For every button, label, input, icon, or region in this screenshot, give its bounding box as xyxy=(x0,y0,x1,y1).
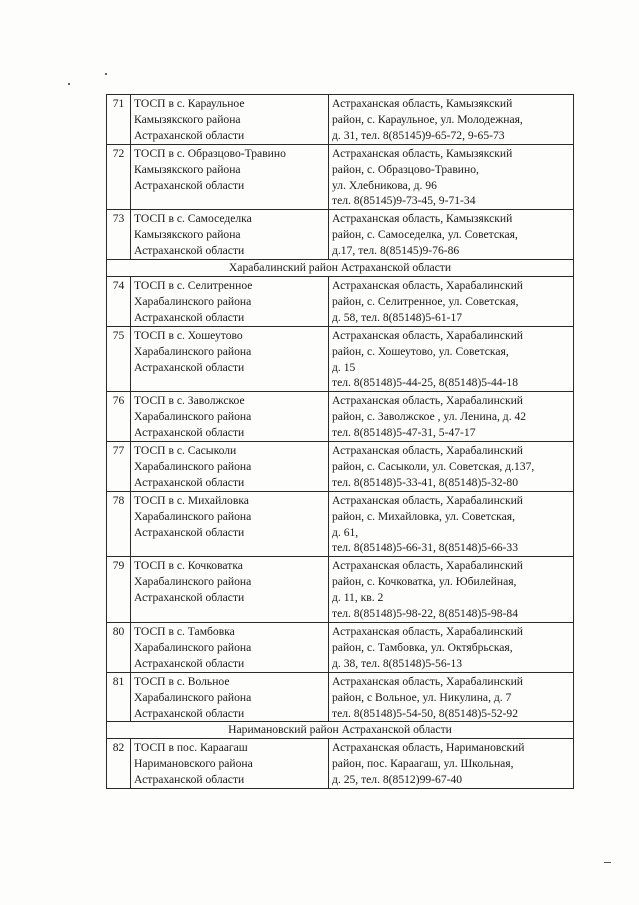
organization-name xyxy=(131,557,329,623)
address-line: д. 38, тел. 8(85148)5-56-13 xyxy=(332,656,463,670)
name-line: Астраханской области xyxy=(134,706,245,720)
address-line: Астраханская область, Наримановский xyxy=(332,741,525,755)
table-row xyxy=(107,392,574,442)
row-number: 82 xyxy=(107,739,131,789)
name-line: ТОСП в с. Вольное xyxy=(134,674,230,688)
scan-speck xyxy=(105,73,107,75)
address-line: район, с. Караульное, ул. Молодежная, xyxy=(332,112,523,126)
address-line: Астраханская область, Харабалинский xyxy=(332,625,523,638)
address-line: д. 25, тел. 8(8512)99-67-40 xyxy=(332,773,463,787)
address-line: ул. Хлебникова, д. 96 xyxy=(332,178,437,192)
address-line: Астраханская область, Харабалинский xyxy=(332,674,523,688)
name-line: ТОСП в с. Кочковатка xyxy=(134,559,243,573)
address-line: район, с. Михайловка, ул. Советская, xyxy=(332,509,515,523)
name-line: Харабалинского района xyxy=(134,509,252,523)
name-line: Астраханской области xyxy=(134,310,245,324)
organization-name xyxy=(131,623,329,673)
name-line: ТОСП в с. Самоседелка xyxy=(134,212,252,226)
address-line: д. 58, тел. 8(85148)5-61-17 xyxy=(332,310,463,324)
organization-name xyxy=(131,210,329,260)
section-row xyxy=(107,722,574,739)
row-number: 74 xyxy=(107,276,131,326)
name-line: Харабалинского района xyxy=(134,294,252,308)
address-line: д. 31, тел. 8(85145)9-65-72, 9-65-73 xyxy=(332,128,505,142)
address-line: район, пос. Караагаш, ул. Школьная, xyxy=(332,757,514,771)
table-row xyxy=(107,442,574,492)
organization-address xyxy=(329,442,574,492)
row-number: 71 xyxy=(107,95,131,145)
organization-name xyxy=(131,95,329,145)
address-line: тел. 8(85148)5-44-25, 8(85148)5-44-18 xyxy=(332,376,519,390)
organization-address xyxy=(329,144,574,210)
address-line: д. 15 xyxy=(332,360,356,374)
address-line: Астраханская область, Камызякский xyxy=(332,97,513,110)
table-row xyxy=(107,557,574,623)
address-line: Астраханская область, Харабалинский xyxy=(332,328,523,342)
address-line: Астраханская область, Харабалинский xyxy=(332,444,523,458)
name-line: Астраханской области xyxy=(134,656,245,670)
name-line: Харабалинского района xyxy=(134,640,252,654)
table-row xyxy=(107,326,574,392)
scan-mark xyxy=(604,862,611,863)
row-number: 80 xyxy=(107,623,131,673)
organization-name xyxy=(131,392,329,442)
organization-address xyxy=(329,672,574,722)
name-line: Камызякского района xyxy=(134,228,241,242)
address-line: район, с. Селитренное, ул. Советская, xyxy=(332,294,519,308)
organization-name xyxy=(131,739,329,789)
name-line: ТОСП в с. Караульное xyxy=(134,97,245,110)
name-line: Астраханской области xyxy=(134,128,245,142)
name-line: Астраханской области xyxy=(134,475,245,489)
row-number: 72 xyxy=(107,144,131,210)
address-line: Астраханская область, Харабалинский xyxy=(332,394,523,408)
table-row xyxy=(107,623,574,673)
address-line: район, с Вольное, ул. Никулина, д. 7 xyxy=(332,690,512,704)
name-line: Астраханской области xyxy=(134,426,245,440)
scan-speck xyxy=(68,83,70,85)
name-line: Камызякского района xyxy=(134,112,241,126)
organization-name xyxy=(131,276,329,326)
name-line: Астраханской области xyxy=(134,360,245,374)
name-line: ТОСП в с. Хошеутово xyxy=(134,328,243,342)
table-row xyxy=(107,491,574,557)
name-line: ТОСП в с. Сасыколи xyxy=(134,444,237,458)
row-number: 78 xyxy=(107,491,131,557)
name-line: ТОСП в с. Тамбовка xyxy=(134,625,235,638)
section-title: Харабалинский район Астраханской области xyxy=(107,260,574,277)
name-line: Харабалинского района xyxy=(134,344,252,358)
address-line: район, с. Заволжское , ул. Ленина, д. 42 xyxy=(332,410,527,424)
name-line: Камызякского района xyxy=(134,162,241,176)
row-number: 76 xyxy=(107,392,131,442)
row-number: 75 xyxy=(107,326,131,392)
table-row xyxy=(107,739,574,789)
address-line: Астраханская область, Камызякский xyxy=(332,212,513,226)
name-line: ТОСП в с. Михайловка xyxy=(134,493,249,507)
table-row xyxy=(107,95,574,145)
organization-address xyxy=(329,557,574,623)
organization-address xyxy=(329,326,574,392)
name-line: ТОСП в пос. Караагаш xyxy=(134,741,248,755)
address-line: район, с. Кочковатка, ул. Юбилейная, xyxy=(332,575,517,589)
address-line: Астраханская область, Харабалинский xyxy=(332,493,523,507)
address-line: район, с. Тамбовка, ул. Октябрьская, xyxy=(332,640,513,654)
name-line: Астраханской области xyxy=(134,773,245,787)
name-line: Астраханской области xyxy=(134,525,245,539)
name-line: Наримановского района xyxy=(134,757,253,771)
table-row xyxy=(107,144,574,210)
name-line: Астраханской области xyxy=(134,178,245,192)
organization-address xyxy=(329,739,574,789)
organization-address xyxy=(329,392,574,442)
row-number: 81 xyxy=(107,672,131,722)
organizations-table xyxy=(106,94,574,789)
address-line: район, с. Образцово-Травино, xyxy=(332,162,479,176)
organization-name xyxy=(131,442,329,492)
name-line: Харабалинского района xyxy=(134,410,252,424)
address-line: д. 61, xyxy=(332,525,359,539)
address-line: д.17, тел. 8(85145)9-76-86 xyxy=(332,244,460,258)
address-line: Астраханская область, Харабалинский xyxy=(332,278,523,292)
address-line: д. 11, кв. 2 xyxy=(332,591,384,605)
organization-name xyxy=(131,491,329,557)
name-line: Астраханской области xyxy=(134,591,245,605)
organization-address xyxy=(329,623,574,673)
organization-address xyxy=(329,210,574,260)
section-row xyxy=(107,260,574,277)
organization-address xyxy=(329,491,574,557)
name-line: Харабалинского района xyxy=(134,575,252,589)
table-row xyxy=(107,276,574,326)
address-line: район, с. Сасыколи, ул. Советская, д.137, xyxy=(332,459,535,473)
address-line: тел. 8(85148)5-66-31, 8(85148)5-66-33 xyxy=(332,541,519,555)
organization-name xyxy=(131,672,329,722)
address-line: тел. 8(85148)5-33-41, 8(85148)5-32-80 xyxy=(332,475,519,489)
address-line: тел. 8(85145)9-73-45, 9-71-34 xyxy=(332,194,476,208)
address-line: тел. 8(85148)5-47-31, 5-47-17 xyxy=(332,426,476,440)
organization-address xyxy=(329,276,574,326)
row-number: 79 xyxy=(107,557,131,623)
name-line: ТОСП в с. Селитренное xyxy=(134,278,253,292)
table-row xyxy=(107,672,574,722)
name-line: Харабалинского района xyxy=(134,690,252,704)
organization-address xyxy=(329,95,574,145)
table-row xyxy=(107,210,574,260)
address-line: тел. 8(85148)5-54-50, 8(85148)5-52-92 xyxy=(332,706,519,720)
row-number: 77 xyxy=(107,442,131,492)
organization-name xyxy=(131,144,329,210)
address-line: район, с. Хошеутово, ул. Советская, xyxy=(332,344,509,358)
address-line: район, с. Самоседелка, ул. Советская, xyxy=(332,228,518,242)
address-line: Астраханская область, Харабалинский xyxy=(332,559,523,573)
name-line: Астраханской области xyxy=(134,244,245,258)
address-line: Астраханская область, Камызякский xyxy=(332,146,513,160)
name-line: Харабалинского района xyxy=(134,459,252,473)
section-title: Наримановский район Астраханской области xyxy=(107,722,574,739)
name-line: ТОСП в с. Образцово-Травино xyxy=(134,146,286,160)
organization-name xyxy=(131,326,329,392)
name-line: ТОСП в с. Заволжское xyxy=(134,394,245,408)
row-number: 73 xyxy=(107,210,131,260)
address-line: тел. 8(85148)5-98-22, 8(85148)5-98-84 xyxy=(332,607,519,621)
